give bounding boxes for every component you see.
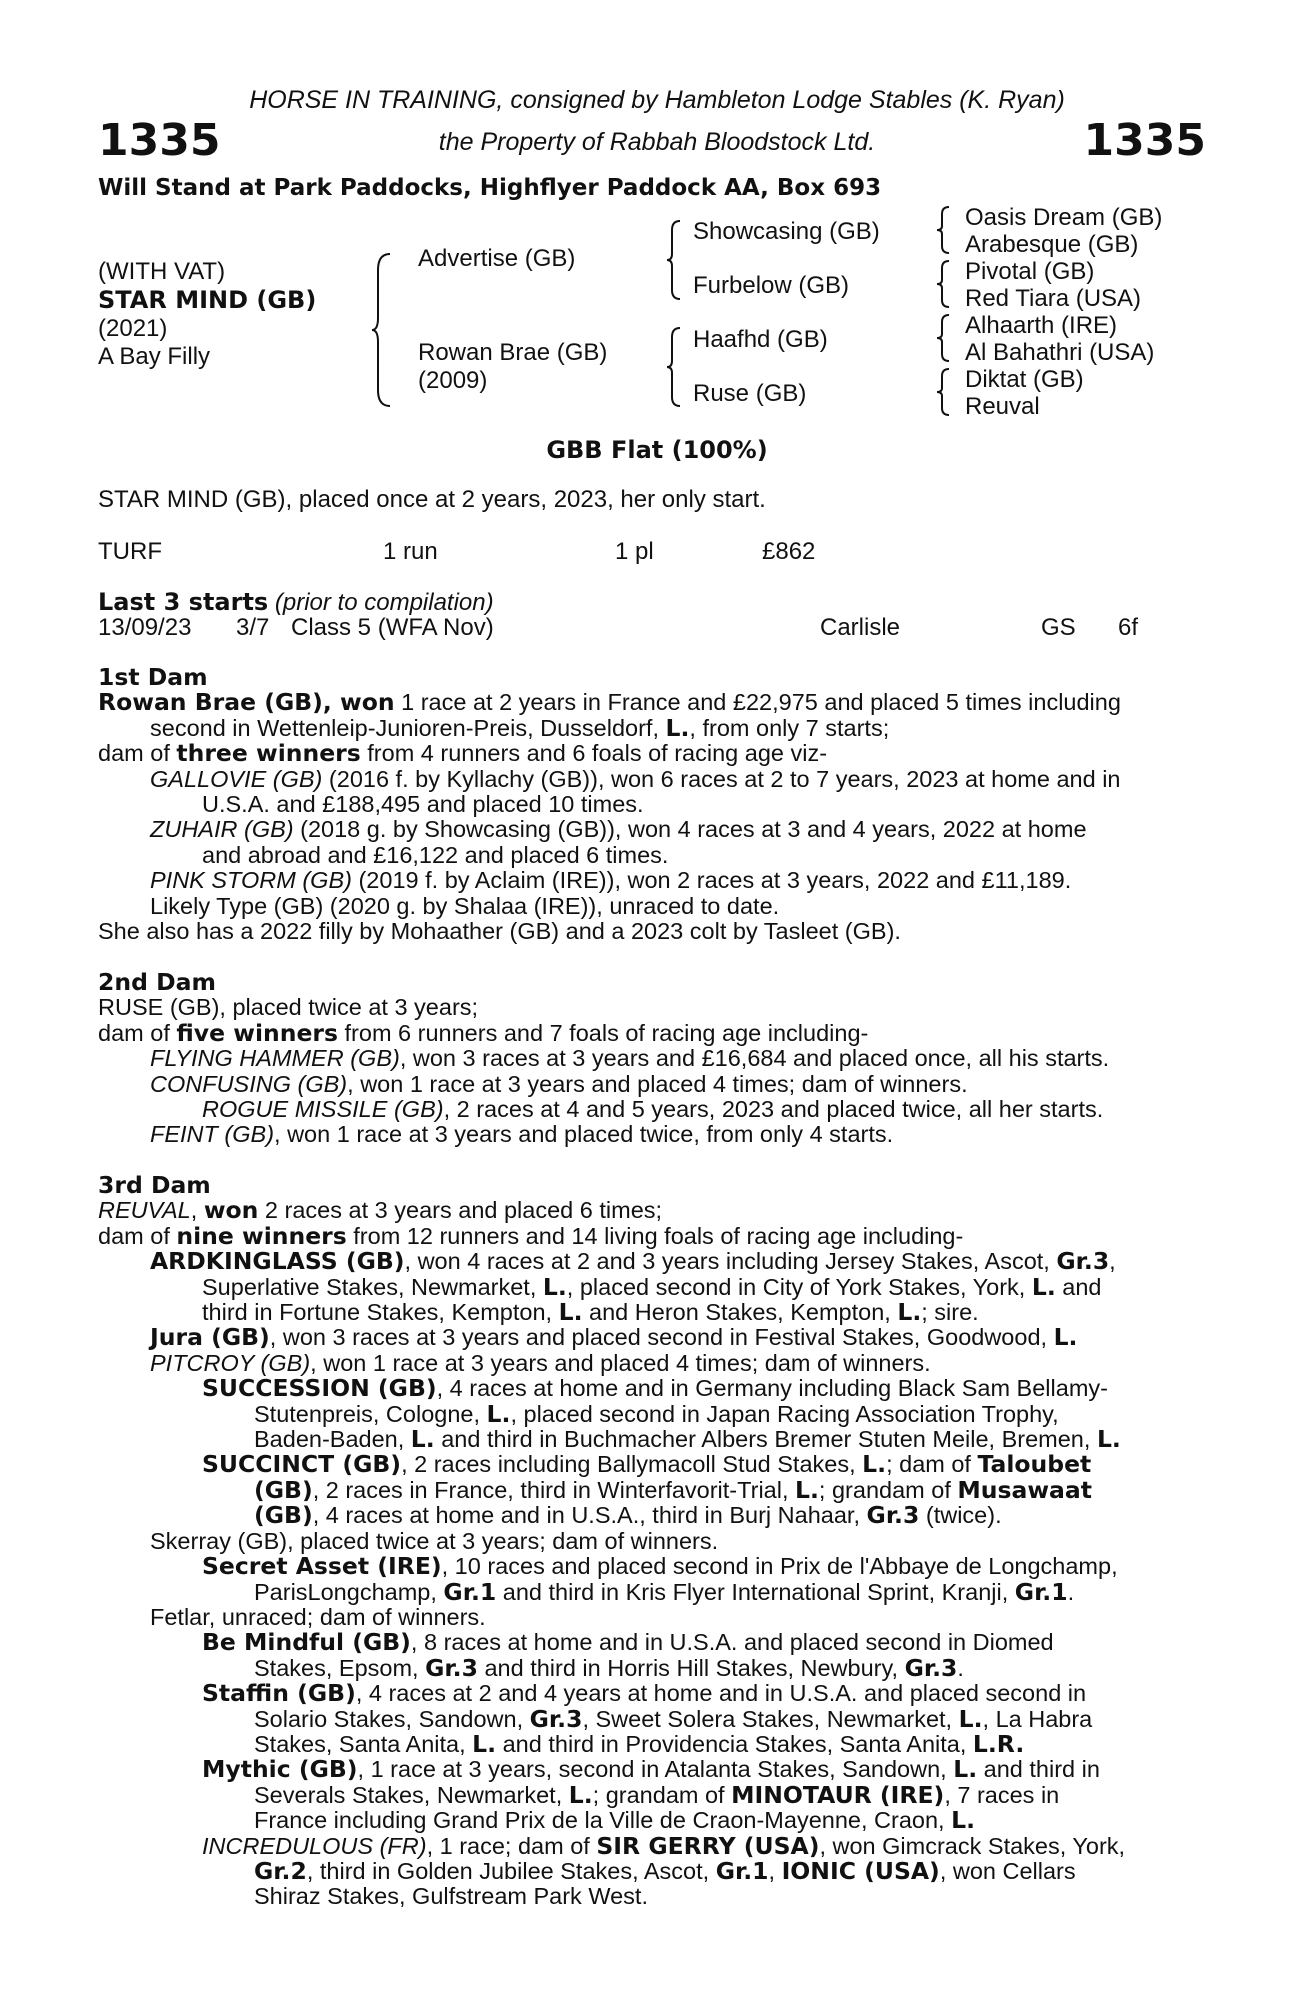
text: , from only 7 starts;	[689, 714, 890, 741]
text: and abroad and £16,122 and placed 6 times.	[202, 841, 669, 868]
progeny-name: PINK STORM (GB)	[150, 867, 352, 894]
grade: Gr.1	[1014, 1577, 1068, 1606]
text: , Sweet Solera Stakes, Newmarket,	[582, 1705, 959, 1732]
grade: L.	[862, 1450, 887, 1479]
text: 2 races at 3 years and placed 6 times;	[258, 1197, 663, 1224]
vat-note: (WITH VAT)	[98, 258, 226, 285]
brace-gen4-2	[935, 259, 951, 309]
first-dam-section	[98, 665, 1206, 944]
text: , won 4 races at 2 and 3 years including Jersey Stakes, Ascot,	[404, 1248, 1057, 1275]
stand-location: Will Stand at Park Paddocks, Highflyer Paddock AA, Box 693	[98, 175, 882, 201]
third-dam-name: REUVAL	[98, 1197, 191, 1224]
text: and third in Providencia Stakes, Santa Anita,	[496, 1730, 973, 1757]
record-prize: £862	[762, 538, 816, 565]
text: Skerray (GB), placed twice at 3 years; dam of winners.	[150, 1527, 719, 1554]
career-summary: STAR MIND (GB), placed once at 2 years, 2023, her only start.	[98, 486, 766, 513]
progeny-name: GALLOVIE (GB)	[150, 765, 323, 792]
text: and third in Buchmacher Albers Bremer Stuten Meile, Bremen,	[434, 1426, 1097, 1453]
text: Solario Stakes, Sandown,	[254, 1705, 530, 1732]
text: dam of	[98, 740, 177, 767]
text: ,	[1109, 1248, 1116, 1275]
text: , 1 race; dam of	[426, 1832, 597, 1859]
grade: L.	[958, 1704, 983, 1733]
grade: L.	[951, 1806, 976, 1835]
progeny-name: Jura (GB)	[150, 1323, 270, 1352]
text: (2018 g. by Showcasing (GB)), won 4 races at 3 and 4 years, 2022 at home	[293, 816, 1087, 843]
progeny-name: FEINT (GB)	[150, 1121, 275, 1148]
winners-count: three winners	[176, 739, 361, 768]
text: won	[203, 1196, 259, 1225]
record-runs: 1 run	[383, 538, 438, 565]
grade: Gr.3	[1056, 1247, 1110, 1276]
gen4-oasis-dream: Oasis Dream (GB)	[965, 204, 1163, 231]
text: ; grandam of	[592, 1781, 732, 1808]
text: RUSE (GB), placed twice at 3 years;	[98, 994, 479, 1021]
gen4-al-bahathri: Al Bahathri (USA)	[965, 339, 1155, 366]
text: , won 3 races at 3 years and £16,684 and placed once, all his starts.	[399, 1045, 1110, 1072]
text: Stakes, Santa Anita,	[254, 1730, 473, 1757]
last-starts-title: Last 3 starts	[98, 588, 269, 616]
third-dam-heading: 3rd Dam	[98, 1171, 211, 1199]
grade: L.	[486, 1399, 511, 1428]
progeny-name: SUCCESSION (GB)	[202, 1374, 437, 1403]
first-dam-name: Rowan Brae (GB), won	[98, 688, 395, 717]
progeny-name: MINOTAUR (IRE)	[731, 1780, 945, 1809]
text: , 2 races in France, third in Winterfavorit-Trial,	[312, 1476, 796, 1503]
lot-number-right: 1335	[1083, 115, 1206, 166]
foaling-year: (2021)	[98, 315, 168, 342]
text: dam of	[98, 1019, 177, 1046]
record-surface: TURF	[98, 538, 162, 565]
property-line: the Property of Rabbah Bloodstock Ltd.	[438, 128, 876, 156]
grandsire-dam-haafhd: Haafhd (GB)	[693, 326, 828, 353]
text: (GB)	[254, 1501, 313, 1530]
progeny-name: ARDKINGLASS (GB)	[150, 1247, 405, 1276]
text: , 2 races at 4 and 5 years, 2023 and placed twice, all her starts.	[443, 1096, 1104, 1123]
text: from 12 runners and 14 living foals of racing age including-	[346, 1222, 964, 1249]
horse-name: STAR MIND (GB)	[98, 286, 317, 314]
progeny-name: FLYING HAMMER (GB)	[150, 1045, 400, 1072]
text: Fetlar, unraced; dam of winners.	[150, 1603, 486, 1630]
pedigree-brace-dam	[665, 325, 683, 409]
grade: Gr.3	[866, 1501, 920, 1530]
text: , won Cellars	[939, 1857, 1076, 1884]
text: ; dam of	[886, 1451, 978, 1478]
text: from 4 runners and 6 foals of racing age viz-	[360, 740, 828, 767]
text: , 1 race at 3 years, second in Atalanta Stakes, Sandown,	[357, 1756, 954, 1783]
text: , third in Golden Jubilee Stakes, Ascot,	[306, 1857, 716, 1884]
text: .	[957, 1654, 964, 1681]
dam-name: Rowan Brae (GB)	[418, 339, 608, 366]
last-starts-note: (prior to compilation)	[274, 589, 494, 616]
granddam-dam-ruse: Ruse (GB)	[693, 380, 807, 407]
text: ,	[768, 1857, 782, 1884]
grade: L.	[568, 1780, 593, 1809]
granddam-sire-furbelow: Furbelow (GB)	[693, 272, 850, 299]
grade: L.	[953, 1755, 978, 1784]
text: second in Wettenleip-Junioren-Preis, Dusseldorf,	[150, 714, 666, 741]
text: , won 1 race at 3 years and placed 4 times; dam of winners.	[347, 1070, 968, 1097]
progeny-name: INCREDULOUS (FR)	[202, 1832, 427, 1859]
grade: L.	[665, 713, 690, 742]
text: Severals Stakes, Newmarket,	[254, 1781, 569, 1808]
grade: L.	[410, 1425, 435, 1454]
progeny-name: CONFUSING (GB)	[150, 1070, 348, 1097]
text: , 4 races at home and in Germany including Black Sam Bellamy-	[436, 1375, 1108, 1402]
pedigree-subject	[98, 258, 316, 371]
text: , 10 races and placed second in Prix de l'Abbaye de Longchamp,	[441, 1553, 1118, 1580]
text: 1 race at 2 years in France and £22,975 and placed 5 times including	[394, 689, 1121, 716]
text: Superlative Stakes, Newmarket,	[202, 1273, 543, 1300]
progeny-name: Staffin (GB)	[202, 1679, 356, 1708]
progeny-name: PITCROY (GB)	[150, 1349, 311, 1376]
pedigree-brace-main	[370, 250, 394, 410]
grade: L.	[897, 1298, 922, 1327]
text: and	[1055, 1273, 1102, 1300]
text: ,	[190, 1197, 204, 1224]
granddam-sire-showcasing: Showcasing (GB)	[693, 218, 880, 245]
text: ; grandam of	[818, 1476, 958, 1503]
text: , won 3 races at 3 years and placed second in Festival Stakes, Goodwood,	[269, 1324, 1054, 1351]
progeny-name: Mythic (GB)	[202, 1755, 358, 1784]
text: and Heron Stakes, Kempton,	[582, 1299, 898, 1326]
text: Stutenpreis, Cologne,	[254, 1400, 487, 1427]
progeny-name: SUCCINCT (GB)	[202, 1450, 402, 1479]
text: .	[1067, 1578, 1075, 1605]
text: dam of	[98, 1222, 177, 1249]
start-date: 13/09/23	[98, 614, 192, 641]
lot-number-left: 1335	[98, 115, 221, 166]
grade: L.	[472, 1729, 497, 1758]
last-starts-header	[98, 588, 494, 617]
progeny-name: Taloubet	[977, 1450, 1092, 1479]
brace-gen4-4	[935, 367, 951, 417]
grade: L.	[542, 1272, 567, 1301]
grade: L.	[795, 1475, 819, 1504]
progeny-name: SIR GERRY (USA)	[596, 1831, 820, 1860]
start-distance: 6f	[1118, 614, 1139, 641]
text: third in Fortune Stakes, Kempton,	[202, 1299, 559, 1326]
gen4-reuval: Reuval	[965, 393, 1040, 420]
text: , 4 races at 2 and 4 years at home and in U.S.A. and placed second in	[355, 1680, 1087, 1707]
grade: Gr.3	[425, 1653, 478, 1682]
grade: Gr.3	[529, 1704, 583, 1733]
gen4-alhaarth: Alhaarth (IRE)	[965, 312, 1118, 339]
record-places: 1 pl	[615, 538, 654, 565]
text: , won Gimcrack Stakes, York,	[819, 1832, 1126, 1859]
brace-gen4-1	[935, 205, 951, 255]
grade: Gr.1	[715, 1856, 769, 1885]
text: (2019 f. by Aclaim (IRE)), won 2 races at 3 years, 2022 and £11,189.	[351, 867, 1072, 894]
brace-gen4-3	[935, 313, 951, 363]
start-going: GS	[1041, 614, 1076, 641]
text: She also has a 2022 filly by Mohaather (GB) and a 2023 colt by Tasleet (GB).	[98, 918, 901, 945]
text: and third in Kris Flyer International Sprint, Kranji,	[496, 1578, 1015, 1605]
text: U.S.A. and £188,495 and placed 10 times.	[202, 791, 644, 818]
text: , won 1 race at 3 years and placed twice, from only 4 starts.	[274, 1121, 894, 1148]
dam-year: (2009)	[418, 367, 488, 394]
text: , placed second in Japan Racing Association Trophy,	[510, 1400, 1059, 1427]
grade: Gr.2	[254, 1856, 307, 1885]
horse-description: A Bay Filly	[98, 343, 211, 370]
grade: L.	[558, 1298, 583, 1327]
text: , placed second in City of York Stakes, York,	[566, 1273, 1032, 1300]
text: and third in Horris Hill Stakes, Newbury,	[477, 1654, 905, 1681]
second-dam-heading: 2nd Dam	[98, 968, 216, 996]
grade: L.	[1031, 1272, 1056, 1301]
text: ParisLongchamp,	[254, 1578, 444, 1605]
text: from 6 runners and 7 foals of racing age including-	[337, 1019, 869, 1046]
progeny-name: Be Mindful (GB)	[202, 1628, 411, 1657]
text: Shiraz Stakes, Gulfstream Park West.	[254, 1883, 648, 1910]
grade: L.	[1096, 1425, 1121, 1454]
gen4-arabesque: Arabesque (GB)	[965, 231, 1139, 258]
first-dam-heading: 1st Dam	[98, 663, 208, 691]
text: , 7 races in	[944, 1781, 1060, 1808]
sire: Advertise (GB)	[418, 245, 576, 272]
third-dam-section	[98, 1173, 1206, 1910]
text: , won 1 race at 3 years and placed 4 times; dam of winners.	[310, 1349, 931, 1376]
winners-count: nine winners	[176, 1221, 347, 1250]
progeny-name: ZUHAIR (GB)	[150, 816, 294, 843]
start-course: Carlisle	[820, 614, 901, 641]
text: (2016 f. by Kyllachy (GB)), won 6 races at 2 to 7 years, 2023 at home and in	[322, 765, 1121, 792]
second-dam-section	[98, 970, 1206, 1148]
text: Baden-Baden,	[254, 1426, 411, 1453]
grade: L.R.	[972, 1729, 1025, 1758]
gen4-red-tiara: Red Tiara (USA)	[965, 285, 1142, 312]
text: and third in	[977, 1756, 1100, 1783]
progeny-name: IONIC (USA)	[781, 1856, 940, 1885]
start-race: Class 5 (WFA Nov)	[291, 614, 494, 641]
text: , 2 races including Ballymacoll Stud Stakes,	[401, 1451, 863, 1478]
text: Stakes, Epsom,	[254, 1654, 426, 1681]
text: ; sire.	[921, 1299, 979, 1326]
text: France including Grand Prix de la Ville de Craon-Mayenne, Craon,	[254, 1807, 952, 1834]
text: (GB)	[254, 1475, 313, 1504]
gen4-diktat: Diktat (GB)	[965, 366, 1084, 393]
text: Likely Type (GB) (2020 g. by Shalaa (IRE)), unraced to date.	[150, 892, 780, 919]
progeny-name: ROGUE MISSILE (GB)	[202, 1096, 444, 1123]
gen4-pivotal: Pivotal (GB)	[965, 258, 1095, 285]
gbb-flat-note: GBB Flat (100%)	[546, 436, 768, 464]
text: , 4 races at home and in U.S.A., third in Burj Nahaar,	[312, 1502, 867, 1529]
winners-count: five winners	[176, 1018, 338, 1047]
text: , 8 races at home and in U.S.A. and placed second in Diomed	[410, 1629, 1054, 1656]
grade: Gr.3	[904, 1653, 958, 1682]
start-position: 3/7	[236, 614, 270, 641]
grade: L.	[1053, 1323, 1078, 1352]
consignor-line: HORSE IN TRAINING, consigned by Hambleton Lodge Stables (K. Ryan)	[249, 86, 1065, 114]
progeny-name: Musawaat	[957, 1475, 1093, 1504]
text: (twice).	[919, 1502, 1002, 1529]
grade: Gr.1	[443, 1577, 497, 1606]
pedigree-brace-sire	[665, 218, 683, 302]
text: , La Habra	[982, 1705, 1093, 1732]
progeny-name: Secret Asset (IRE)	[202, 1552, 442, 1581]
